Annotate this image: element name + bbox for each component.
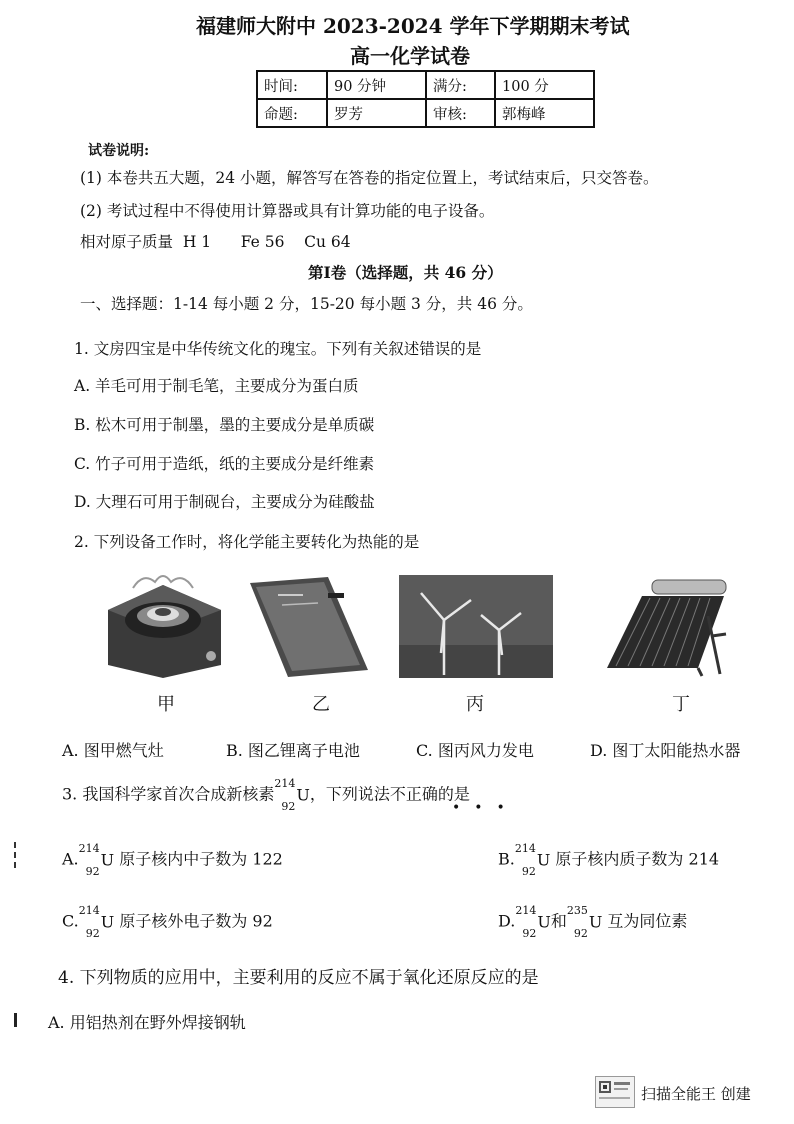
scanner-watermark: 扫描全能王 创建 xyxy=(641,1085,751,1103)
instructions-heading: 试卷说明: xyxy=(88,143,150,159)
nuclide-u214 xyxy=(274,777,296,813)
q4-option-a: A. 用铝热剂在野外焊接钢轨 xyxy=(48,1013,246,1032)
info-row xyxy=(257,71,594,99)
q4-stem: 4. 下列物质的应用中，主要利用的反应不属于氧化还原反应的是 xyxy=(58,968,539,988)
q2-option-c: C. 图丙风力发电 xyxy=(416,741,534,760)
option-text: 原子核内中子数为 122 xyxy=(119,849,283,869)
atomic-number: 92 xyxy=(281,800,296,813)
nuclide-u235 xyxy=(566,904,589,940)
q1-option-b: B. 松木可用于制墨，墨的主要成分是单质碳 xyxy=(74,416,375,434)
q1-option-a: A. 羊毛可用于制毛笔，主要成分为蛋白质 xyxy=(74,377,359,395)
caption-jia: 甲 xyxy=(157,694,175,715)
nuclide-u214 xyxy=(78,842,101,878)
element-symbol: U xyxy=(100,912,115,932)
q2-stem: 2. 下列设备工作时，将化学能主要转化为热能的是 xyxy=(74,533,420,551)
q2-option-b: B. 图乙锂离子电池 xyxy=(226,741,360,760)
exam-subtitle: 高一化学试卷 xyxy=(350,44,470,68)
wind-power-image xyxy=(399,575,553,678)
scan-mark xyxy=(14,1013,17,1027)
nuclide-u214 xyxy=(514,842,537,878)
option-label: D. xyxy=(498,911,516,931)
q3-option-d xyxy=(498,904,688,940)
info-cell: 罗芳 xyxy=(327,99,426,127)
caption-yi: 乙 xyxy=(312,694,330,715)
info-cell: 时间: xyxy=(257,71,327,99)
mass-number: 214 xyxy=(78,842,100,855)
mass-number: 214 xyxy=(514,842,536,855)
emphasis-dots: ••• xyxy=(452,800,519,816)
element-symbol: U xyxy=(100,850,115,870)
element-symbol: U xyxy=(536,850,551,870)
q3-option-c xyxy=(62,904,273,940)
instruction-item-1: (1) 本卷共五大题，24 小题，解答写在答卷的指定位置上，考试结束后，只交答卷。 xyxy=(80,169,659,187)
atomic-number: 92 xyxy=(85,927,100,940)
option-label: A. xyxy=(62,849,79,869)
nuclide-u214 xyxy=(515,904,537,940)
q1-option-c: C. 竹子可用于造纸，纸的主要成分是纤维素 xyxy=(74,455,375,473)
atomic-number: 92 xyxy=(573,927,588,940)
info-cell: 100 分 xyxy=(495,71,594,99)
option-label: C. xyxy=(62,911,79,931)
option-text: 原子核外电子数为 92 xyxy=(119,911,273,931)
option-text: 原子核内质子数为 214 xyxy=(555,849,720,869)
q1-stem: 1. 文房四宝是中华传统文化的瑰宝。下列有关叙述错误的是 xyxy=(74,340,482,358)
q2-option-d: D. 图丁太阳能热水器 xyxy=(590,741,741,760)
info-cell: 命题: xyxy=(257,99,327,127)
part-heading: 一、选择题：1-14 每小题 2 分，15-20 每小题 3 分，共 46 分。 xyxy=(80,295,533,313)
mass-number: 235 xyxy=(566,904,588,917)
section-title: 第Ⅰ卷（选择题，共 46 分） xyxy=(308,263,503,282)
atomic-mass-line: 相对原子质量 H 1 Fe 56 Cu 64 xyxy=(80,233,351,251)
mass-number: 214 xyxy=(274,777,296,790)
element-symbol: U xyxy=(537,912,551,932)
info-cell: 审核: xyxy=(426,99,495,127)
nuclide-u214 xyxy=(78,904,101,940)
solar-heater-image xyxy=(602,576,732,678)
q2-option-a: A. 图甲燃气灶 xyxy=(62,741,164,760)
atomic-number: 92 xyxy=(85,865,100,878)
element-symbol: U xyxy=(588,912,603,932)
mass-number: 214 xyxy=(515,904,537,917)
q3-stem xyxy=(62,777,470,813)
instruction-item-2: (2) 考试过程中不得使用计算器或具有计算功能的电子设备。 xyxy=(80,202,495,220)
exam-title: 福建师大附中 2023-2024 学年下学期期末考试 xyxy=(196,14,630,38)
scan-mark xyxy=(14,842,19,868)
exam-info-table xyxy=(256,70,595,128)
option-connector: 和 xyxy=(550,911,567,931)
atomic-number: 92 xyxy=(522,927,537,940)
q3-option-a xyxy=(62,842,283,878)
q3-stem-pre: 3. 我国科学家首次合成新核素 xyxy=(62,784,275,804)
lithium-battery-image xyxy=(248,575,370,680)
q3-option-b xyxy=(498,842,720,878)
info-cell: 满分: xyxy=(426,71,495,99)
option-label: B. xyxy=(498,849,515,869)
atomic-number: 92 xyxy=(521,865,536,878)
q3-stem-post: ，下列说法不正确的是 xyxy=(309,784,470,804)
caption-bing: 丙 xyxy=(466,694,484,715)
q1-option-d: D. 大理石可用于制砚台，主要成分为硅酸盐 xyxy=(74,493,375,511)
caption-ding: 丁 xyxy=(672,694,690,715)
info-row xyxy=(257,99,594,127)
info-cell: 郭梅峰 xyxy=(495,99,594,127)
info-cell: 90 分钟 xyxy=(327,71,426,99)
element-symbol: U xyxy=(296,785,310,805)
gas-stove-image xyxy=(103,570,223,680)
scanner-logo-icon xyxy=(595,1076,635,1108)
option-text: 互为同位素 xyxy=(607,911,688,931)
mass-number: 214 xyxy=(78,904,100,917)
